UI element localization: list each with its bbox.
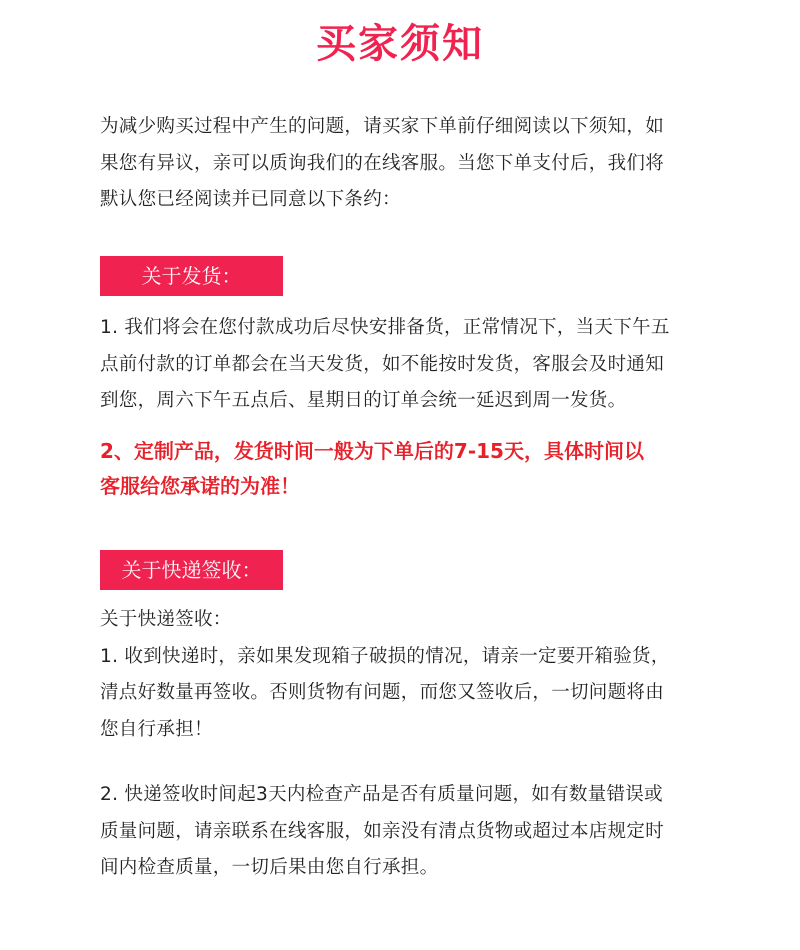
shipping-item-1 [100,310,740,420]
section-heading-shipping: 关于发货： [100,256,283,296]
delivery-item-line: 1. 收到快递时，亲如果发现箱子破损的情况，请亲一定要开箱验货， [100,645,670,667]
intro-line: 默认您已经阅读并已同意以下条约： [100,189,401,210]
delivery-item-1 [100,602,740,748]
notice-line: 客服给您承诺的为准！ [100,474,300,498]
delivery-subtitle: 关于快递签收： [100,609,232,630]
delivery-item-line: 质量问题，请亲联系在线客服，如亲没有清点货物或超过本店规定时 [100,820,665,842]
intro-line: 果您有异议，亲可以质询我们的在线客服。当您下单支付后，我们将 [100,152,665,174]
intro-paragraph [100,109,740,219]
delivery-item-line: 您自行承担！ [100,718,213,740]
delivery-item-line: 清点好数量再签收。否则货物有问题，而您又签收后，一切问题将由 [100,682,665,703]
section-heading-delivery: 关于快递签收： [100,550,283,590]
custom-product-notice [100,434,760,504]
delivery-item-2 [100,777,740,887]
shipping-item-line: 1. 我们将会在您付款成功后尽快安排备货，正常情况下，当天下午五 [100,317,670,338]
shipping-item-line: 点前付款的订单都会在当天发货，如不能按时发货，客服会及时通知 [100,353,665,375]
delivery-item-line: 2. 快递签收时间起3天内检查产品是否有质量问题，如有数量错误或 [100,784,663,805]
shipping-item-line: 到您，周六下午五点后、星期日的订单会统一延迟到周一发货。 [100,390,627,411]
notice-line: 2、定制产品，发货时间一般为下单后的7-15天，具体时间以 [100,439,644,463]
delivery-item-line: 间内检查质量，一切后果由您自行承担。 [100,857,439,878]
intro-line: 为减少购买过程中产生的问题，请买家下单前仔细阅读以下须知，如 [100,116,665,137]
page-title: 买家须知 [316,21,484,67]
